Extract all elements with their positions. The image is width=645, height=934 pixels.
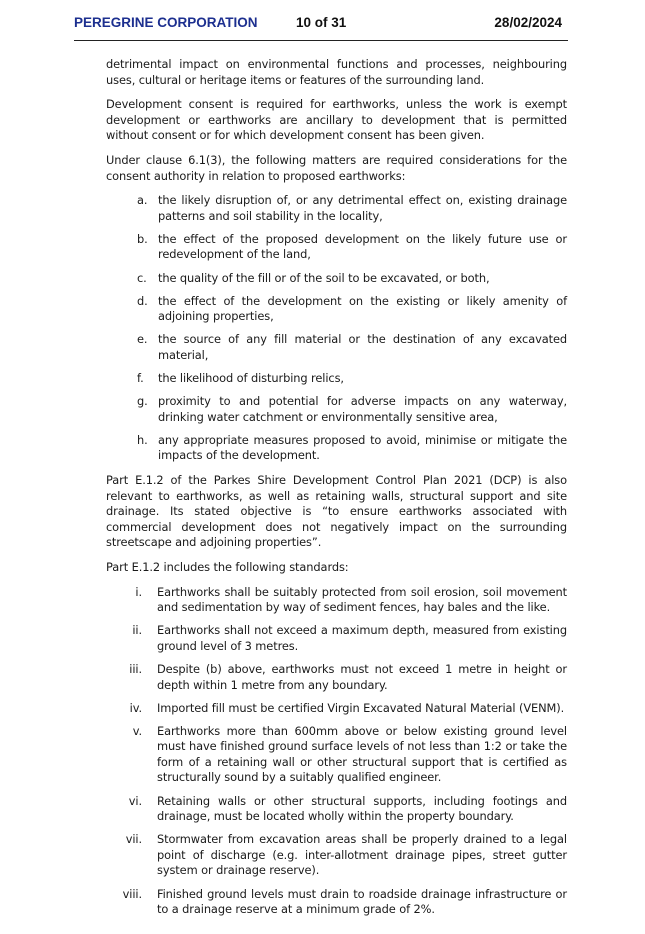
list-item [106, 371, 567, 387]
page-header [74, 14, 568, 36]
list-marker: f. [137, 371, 144, 385]
list-item-text: any appropriate measures proposed to avoid, minimise or mitigate the impacts of the development. [158, 432, 567, 463]
list-item-text: Finished ground levels must drain to roadside drainage infrastructure or to a drainage reserve at a minimum grade of 2%. [157, 886, 567, 917]
list-item-text: Retaining walls or other structural supports, including footings and drainage, must be located wholly within the property boundary. [157, 793, 567, 824]
list-item-text: the likelihood of disturbing relics, [158, 371, 344, 385]
paragraph-1: detrimental impact on environmental functions and processes, neighbouring uses, cultural or heritage items or features of the surrounding land. [106, 57, 567, 87]
header-divider [74, 40, 568, 41]
list-item-text: Despite (b) above, earthworks must not exceed 1 metre in height or depth within 1 metre from any boundary. [157, 661, 567, 692]
paragraph-5: Part E.1.2 includes the following standards: [106, 559, 349, 574]
list-item-text: Earthworks shall not exceed a maximum depth, measured from existing ground level of 3 metres. [157, 623, 567, 653]
list-item [106, 887, 567, 918]
list-marker: ii. [132, 623, 142, 638]
paragraph-4: Part E.1.2 of the Parkes Shire Development Control Plan 2021 (DCP) is also relevant to earthworks, as well as retaining walls, structural support and site drainage. Its stated objective is “to ensure earthworks associated with commercial development does not negatively impact on the surrounding streetscape and adjoining properties”. [106, 472, 567, 550]
list-item [106, 585, 567, 616]
list-item-text: Earthworks more than 600mm above or below existing ground level must have finished ground surface levels of not less than 1:2 or take the form of a retaining wall or other structural support that is certified as structurally sound by a suitably qualified engineer. [157, 723, 567, 785]
list-item-text: Earthworks shall be suitably protected from soil erosion, soil movement and sedimentation by way of sediment fences, hay bales and the like. [157, 584, 567, 615]
list-marker: c. [137, 270, 147, 285]
list-item-text: the effect of the proposed development on the likely future use or redevelopment of the land, [158, 231, 567, 262]
standards-list [106, 585, 567, 918]
company-name: PEREGRINE CORPORATION [74, 15, 258, 30]
list-marker: a. [137, 193, 148, 208]
list-item-text: Stormwater from excavation areas shall be properly drained to a legal point of discharge (e.g. inter-allotment drainage pipes, street gutter system or drainage reserve). [157, 832, 567, 878]
list-item [106, 332, 567, 363]
paragraph-3: Under clause 6.1(3), the following matters are required considerations for the consent authority in relation to proposed earthworks: [106, 152, 567, 183]
list-marker: viii. [122, 886, 142, 901]
list-marker: g. [137, 394, 148, 409]
list-item-text: proximity to and potential for adverse impacts on any waterway, drinking water catchment or environmentally sensitive area, [158, 394, 567, 424]
list-marker: e. [137, 332, 148, 347]
list-marker: i. [135, 584, 142, 599]
list-item-text: Imported fill must be certified Virgin Excavated Natural Material (VENM). [157, 700, 565, 715]
page-number: 10 of 31 [296, 15, 347, 30]
list-item [106, 662, 567, 693]
list-item [106, 394, 567, 425]
list-item [106, 794, 567, 825]
list-item [106, 832, 567, 879]
paragraph-2: Development consent is required for earthworks, unless the work is exempt development or earthworks are ancillary to development that is permitted without consent or for which development consent has been given. [106, 97, 567, 143]
list-item [106, 271, 567, 287]
list-marker: h. [137, 432, 148, 447]
list-item-text: the source of any fill material or the destination of any excavated material, [158, 332, 567, 362]
list-marker: iii. [129, 661, 142, 676]
list-marker: d. [137, 293, 148, 308]
list-marker: b. [137, 231, 148, 246]
document-body [106, 57, 567, 925]
list-item [106, 623, 567, 654]
list-item [106, 433, 567, 464]
list-marker: vii. [125, 832, 142, 847]
list-item [106, 232, 567, 263]
list-item-text: the effect of the development on the existing or likely amenity of adjoining properties, [158, 293, 567, 324]
list-marker: iv. [129, 700, 142, 715]
list-item [106, 724, 567, 786]
list-item-text: the likely disruption of, or any detrimental effect on, existing drainage patterns and soil stability in the locality, [158, 193, 567, 223]
list-item [106, 193, 567, 224]
document-date: 28/02/2024 [494, 15, 562, 30]
list-marker: vi. [128, 793, 142, 808]
considerations-list [106, 193, 567, 464]
list-item-text: the quality of the fill or of the soil to be excavated, or both, [158, 270, 490, 285]
list-item [106, 701, 567, 717]
list-item [106, 294, 567, 325]
list-marker: v. [132, 723, 142, 738]
